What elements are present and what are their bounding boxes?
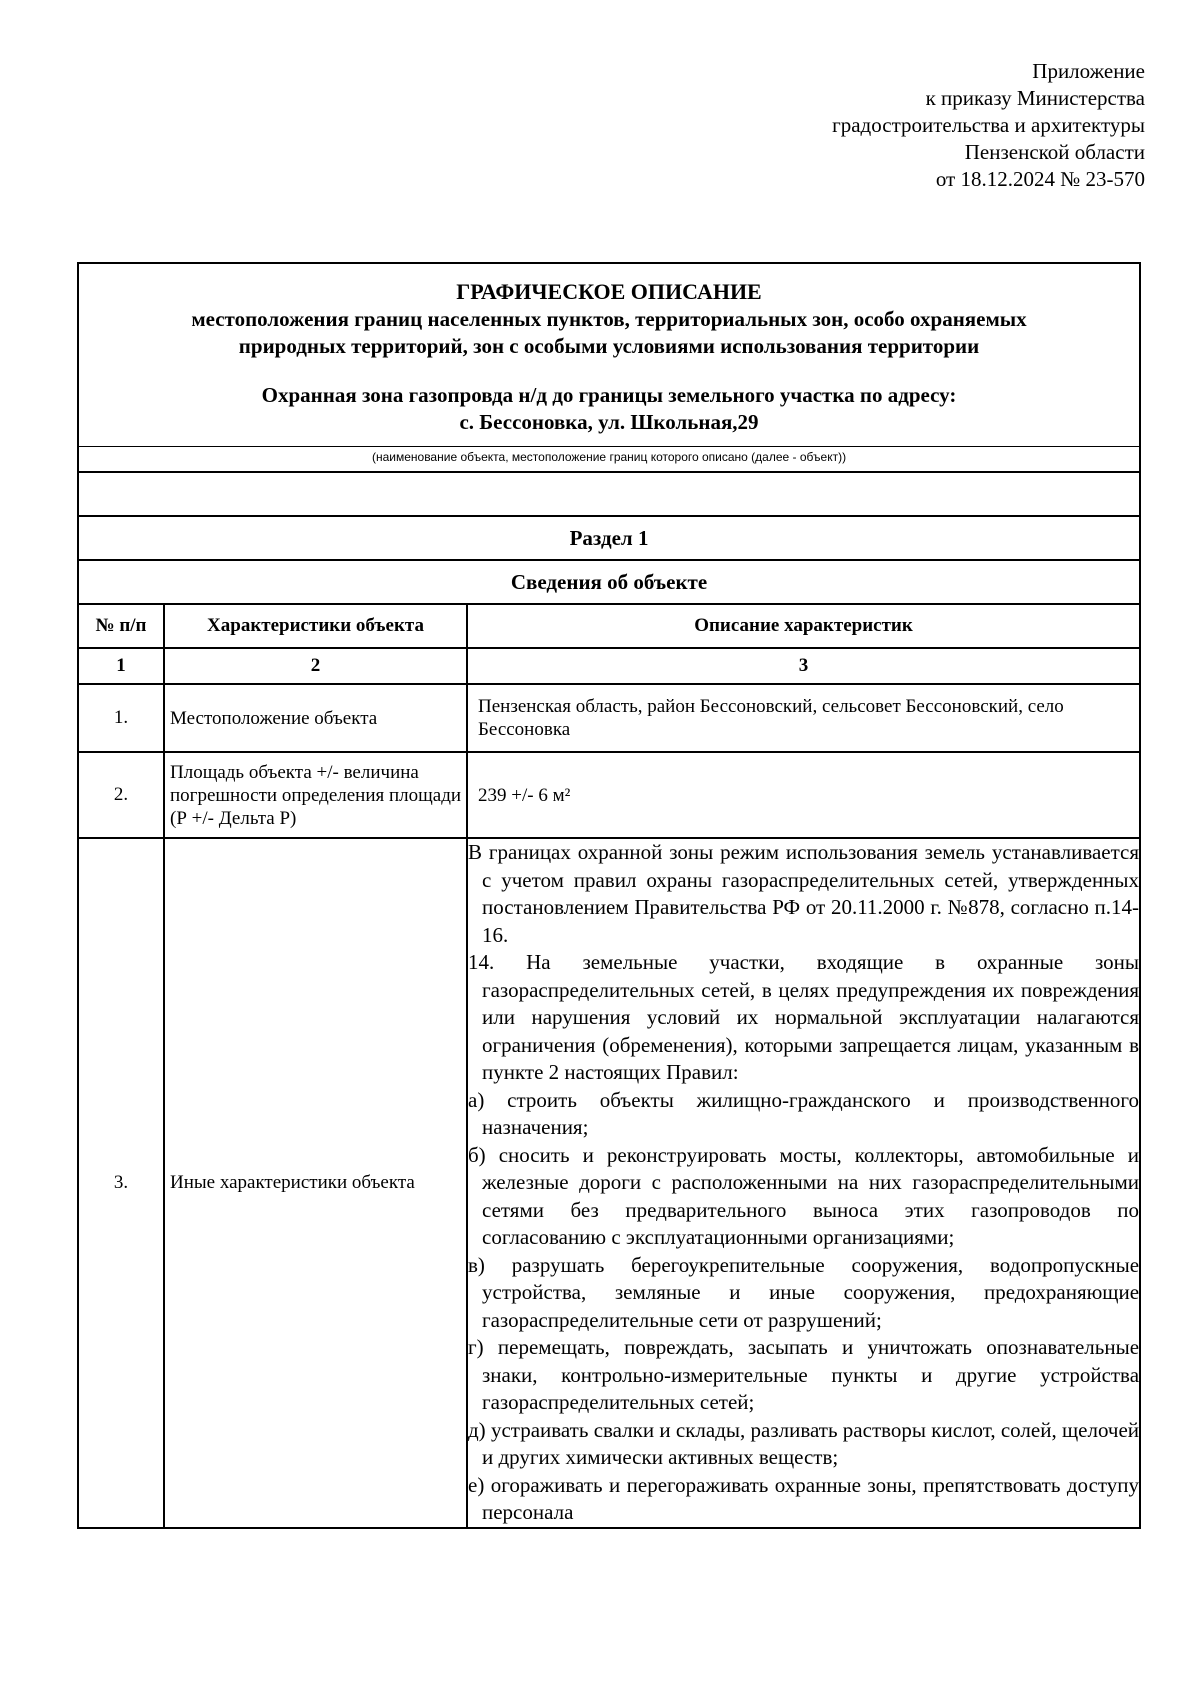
region-line: Пензенской области <box>964 140 1145 164</box>
row-characteristic: Иные характеристики объекта <box>164 838 467 1528</box>
section-name: Сведения об объекте <box>78 560 1140 604</box>
object-description-table <box>77 262 1141 1529</box>
object-name-line1: Охранная зона газопровда н/д до границы земельного участка по адресу: <box>261 383 957 407</box>
restriction-item: д) устраивать свалки и склады, разливать растворы кислот, солей, щелочей и других химически активных веществ; <box>468 1417 1140 1469</box>
column-header-characteristic: Характеристики объекта <box>164 604 467 648</box>
description-paragraph: В границах охранной зоны режим использования земель устанавливается с учетом правил охраны газораспределительных сетей, утвержденных постановлением Правительства РФ от 20.11.2000 г. №878, согласно п.14-16. <box>468 840 1140 947</box>
column-header-number: № п/п <box>78 604 164 648</box>
row-number: 3. <box>78 838 164 1528</box>
document-subtitle-line1: местоположения границ населенных пунктов, территориальных зон, особо охраняемых <box>191 307 1027 331</box>
document-subtitle-line2: природных территорий, зон с особыми условиями использования территории <box>238 334 980 358</box>
table-row <box>78 684 1140 752</box>
row-description: 239 +/- 6 м² <box>467 752 1140 838</box>
document-title: ГРАФИЧЕСКОЕ ОПИСАНИЕ <box>456 279 762 304</box>
appendix-line: Приложение <box>1032 59 1145 83</box>
column-number-2: 2 <box>164 648 467 684</box>
row-characteristic: Местоположение объекта <box>164 684 467 752</box>
order-date-number: от 18.12.2024 № 23-570 <box>935 167 1145 191</box>
restriction-item: а) строить объекты жилищно-гражданского и производственного назначения; <box>468 1087 1140 1139</box>
row-description: Пензенская область, район Бессоновский, сельсовет Бессоновский, село Бессоновка <box>467 684 1140 752</box>
column-header-description: Описание характеристик <box>467 604 1140 648</box>
row-description <box>467 838 1140 1528</box>
title-block <box>78 263 1140 472</box>
restriction-item: в) разрушать берегоукрепительные сооружения, водопропускные устройства, земляные и иные сооружения, предохраняющие газораспределительные сети от разрушений; <box>468 1252 1140 1332</box>
restriction-item: е) огораживать и перегораживать охранные зоны, препятствовать доступу персонала <box>468 1472 1140 1524</box>
restriction-item: г) перемещать, повреждать, засыпать и уничтожать опознавательные знаки, контрольно-измерительные пункты и другие устройства газораспределительных сетей; <box>468 1335 1140 1414</box>
appendix-header <box>832 58 1145 193</box>
restriction-item: б) сносить и реконструировать мосты, коллекторы, автомобильные и железные дороги с расположенными на них газораспределительными сетями без предварительного выноса этих газопроводов по согласованию с эксплуатационными организациями; <box>468 1142 1140 1249</box>
object-caption: (наименование объекта, местоположение границ которого описано (далее - объект)) <box>79 446 1139 471</box>
row-characteristic: Площадь объекта +/- величина погрешности определения площади (Р +/- Дельта Р) <box>164 752 467 838</box>
table-row <box>78 838 1140 1528</box>
column-number-1: 1 <box>78 648 164 684</box>
order-line: к приказу Министерства <box>925 86 1145 110</box>
section-label: Раздел 1 <box>78 516 1140 560</box>
blank-row <box>78 472 1140 516</box>
object-name-line2: с. Бессоновка, ул. Школьная,29 <box>459 410 759 434</box>
description-paragraph: 14. На земельные участки, входящие в охранные зоны газораспределительных сетей, в целях предупреждения их повреждения или нарушения условий их нормальной эксплуатации налагаются ограничения (обременения), которыми запрещается лицам, указанным в пункте 2 настоящих Правил: <box>468 950 1140 1084</box>
table-row <box>78 752 1140 838</box>
column-number-3: 3 <box>467 648 1140 684</box>
row-number: 1. <box>78 684 164 752</box>
row-number: 2. <box>78 752 164 838</box>
ministry-line: градостроительства и архитектуры <box>832 113 1145 137</box>
